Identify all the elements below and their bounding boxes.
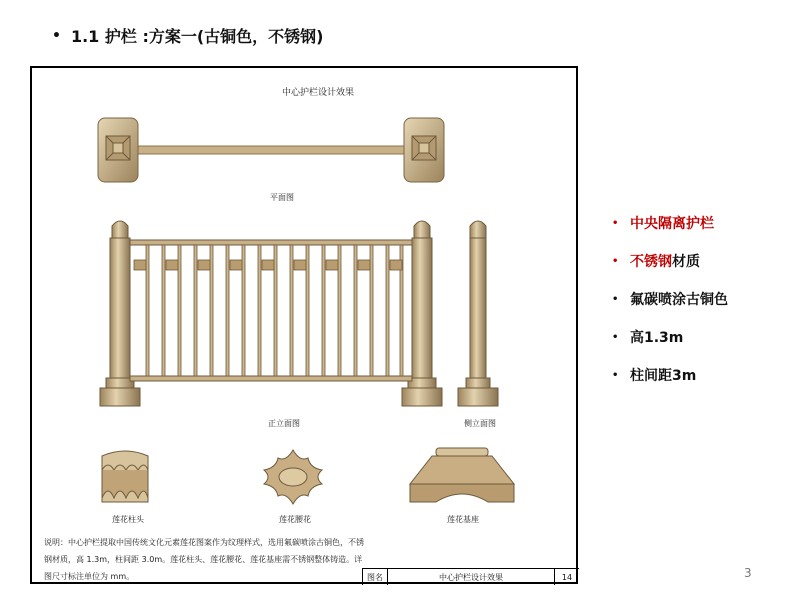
bullet-mark: • <box>612 331 619 343</box>
detail-label-capital: 莲花柱头 <box>112 515 144 524</box>
plan-view-drawing <box>92 116 452 186</box>
detail-label-base: 莲花基座 <box>447 515 479 524</box>
side-elevation-drawing <box>452 216 504 412</box>
side-elevation-label: 侧立面图 <box>464 419 496 428</box>
front-elevation-label: 正立面图 <box>268 419 300 428</box>
feature-item <box>612 242 728 280</box>
title-block <box>362 568 579 585</box>
heading-bullet: • <box>52 27 61 44</box>
title-block-name: 中心护栏设计效果 <box>388 569 555 585</box>
feature-text: 柱间距3m <box>630 368 697 384</box>
plan-post-left <box>98 118 138 182</box>
title-block-name-label: 图名 <box>363 569 388 585</box>
feature-list <box>612 204 728 394</box>
feature-item <box>612 280 728 318</box>
front-waist-ornaments <box>134 260 402 270</box>
heading-text: 1.1 护栏 :方案一(古铜色，不锈钢) <box>70 27 324 46</box>
drawing-note: 说明：中心护栏提取中国传统文化元素莲花图案作为纹理样式，选用氟碳喷涂古铜色，不锈钢材质，高 1.3m，柱间距 3.0m。莲花柱头、莲花腰花、莲花基座需不锈钢整体铸造。详图尺寸标注单位为 mm。 <box>44 538 364 581</box>
feature-item <box>612 318 728 356</box>
title-block-number: 14 <box>561 572 573 582</box>
feature-text: 材质 <box>672 254 700 270</box>
plan-post-right <box>404 118 444 182</box>
feature-text: 氟碳喷涂古铜色 <box>630 292 728 308</box>
slide-heading <box>52 24 323 47</box>
feature-highlight: 中央隔离护栏 <box>630 216 714 232</box>
page-number: 3 <box>744 566 752 580</box>
lotus-waist-drawing <box>262 448 324 506</box>
feature-item <box>612 356 728 394</box>
bullet-mark: • <box>612 369 619 381</box>
lotus-base-drawing <box>406 446 518 506</box>
drawing-sheet <box>30 66 578 584</box>
feature-highlight: 不锈钢 <box>630 254 672 270</box>
feature-item <box>612 204 728 242</box>
plan-view-label: 平面图 <box>270 193 294 202</box>
feature-text: 高1.3m <box>630 330 684 346</box>
front-elevation-drawing <box>96 216 446 412</box>
detail-label-waist: 莲花腰花 <box>279 515 311 524</box>
sheet-title: 中心护栏设计效果 <box>282 88 355 98</box>
bullet-mark: • <box>612 217 619 229</box>
lotus-capital-drawing <box>98 448 152 504</box>
bullet-mark: • <box>612 293 619 305</box>
bullet-mark: • <box>612 255 619 267</box>
